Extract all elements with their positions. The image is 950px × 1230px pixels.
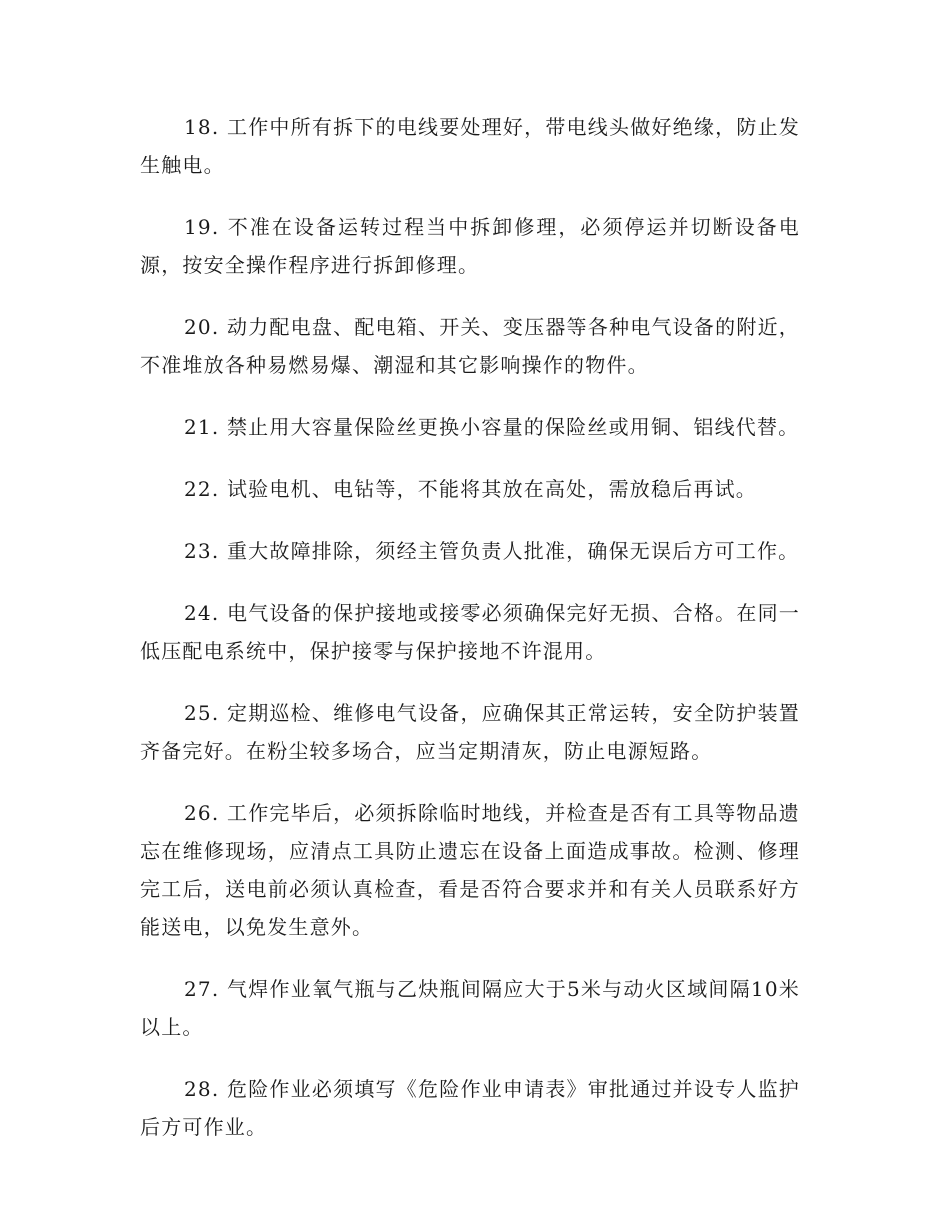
paragraph-item-27: 27. 气焊作业氧气瓶与乙炔瓶间隔应大于5米与动火区域间隔10米以上。: [140, 977, 800, 1039]
paragraph-item-24: 24. 电气设备的保护接地或接零必须确保完好无损、合格。在同一低压配电系统中，保护接零与保护接地不许混用。: [140, 601, 800, 663]
paragraph-item-26: 26. 工作完毕后，必须拆除临时地线，并检查是否有工具等物品遗忘在维修现场，应清点工具防止遗忘在设备上面造成事故。检测、修理完工后，送电前必须认真检查，看是否符合要求并和有关人员联系好方能送电，以免发生意外。: [140, 801, 800, 939]
paragraph-item-28: 28. 危险作业必须填写《危险作业申请表》审批通过并设专人监护后方可作业。: [140, 1077, 800, 1139]
paragraph-item-21: 21. 禁止用大容量保险丝更换小容量的保险丝或用铜、铝线代替。: [184, 415, 800, 439]
paragraph-item-22: 22. 试验电机、电钻等，不能将其放在高处，需放稳后再试。: [184, 477, 757, 501]
paragraph-item-25: 25. 定期巡检、维修电气设备，应确保其正常运转，安全防护装置齐备完好。在粉尘较多场合，应当定期清灰，防止电源短路。: [140, 701, 800, 763]
paragraph-item-20: 20. 动力配电盘、配电箱、开关、变压器等各种电气设备的附近，不准堆放各种易燃易爆、潮湿和其它影响操作的物件。: [140, 315, 800, 377]
document-body: [140, 108, 800, 1170]
paragraph-item-18: 18. 工作中所有拆下的电线要处理好，带电线头做好绝缘，防止发生触电。: [140, 115, 800, 177]
paragraph-item-23: 23. 重大故障排除，须经主管负责人批准，确保无误后方可工作。: [184, 539, 800, 563]
paragraph-item-19: 19. 不准在设备运转过程当中拆卸修理，必须停运并切断设备电源，按安全操作程序进行拆卸修理。: [140, 215, 800, 277]
